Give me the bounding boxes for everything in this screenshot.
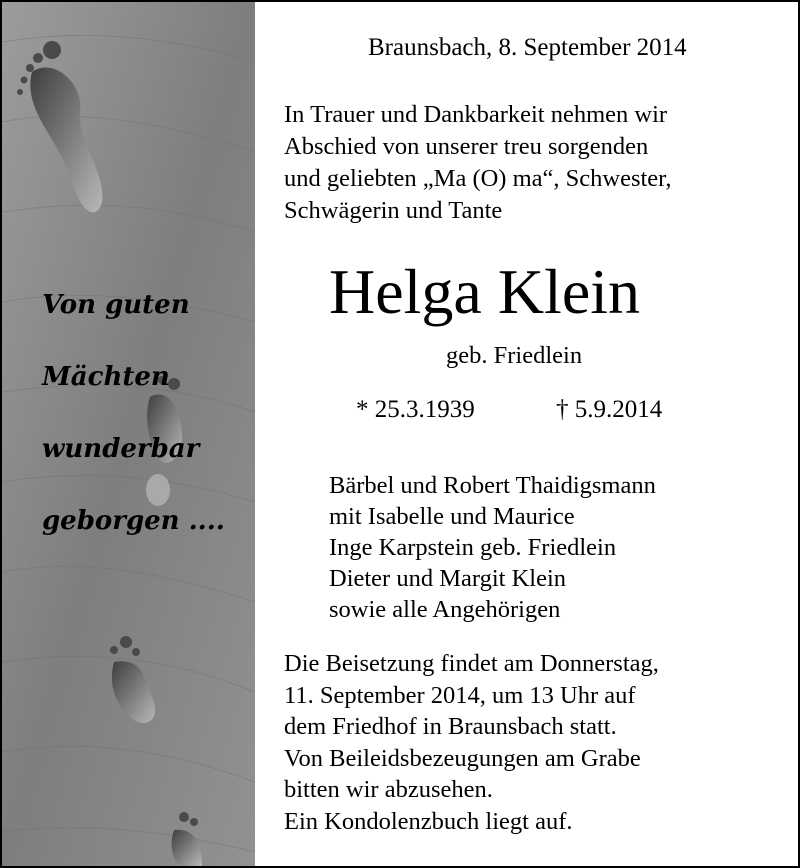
funeral-details [284,648,659,837]
intro-line: Schwägerin und Tante [284,197,503,224]
intro-line: Abschied von unserer treu sorgenden [284,133,649,160]
mourner-line: mit Isabelle und Maurice [329,503,575,530]
intro-line: In Trauer und Dankbarkeit nehmen wir [284,101,668,128]
motto-line: Mächten [42,362,170,392]
mourner-line: Inge Karpstein geb. Friedlein [329,534,617,561]
intro-line: und geliebten „Ma (O) ma“, Schwester, [284,165,672,192]
funeral-line: Die Beisetzung findet am Donnerstag, [284,650,659,677]
funeral-line: Ein Kondolenzbuch liegt auf. [284,807,573,835]
funeral-line: 11. September 2014, um 13 Uhr auf [284,681,636,709]
maiden-name: geb. Friedlein [446,342,583,369]
mourner-line: sowie alle Angehörigen [329,596,561,623]
motto-line: wunderbar [42,434,200,464]
death-date: † 5.9.2014 [556,396,663,423]
deceased-name: Helga Klein [329,256,640,327]
birth-date: * 25.3.1939 [356,396,475,423]
motto-line: geborgen .... [42,506,225,536]
funeral-line: bitten wir abzusehen. [284,776,493,803]
place-and-date: Braunsbach, 8. September 2014 [368,34,687,61]
mourners-list [329,470,656,625]
intro-text [284,99,671,227]
mourner-line: Dieter und Margit Klein [329,565,567,592]
mourner-line: Bärbel und Robert Thaidigsmann [329,472,656,499]
motto-line: Von guten [42,290,190,320]
funeral-line: dem Friedhof in Braunsbach statt. [284,713,617,740]
footprints-in-sand-image [2,2,255,866]
funeral-line: Von Beileidsbezeugungen am Grabe [284,744,641,772]
